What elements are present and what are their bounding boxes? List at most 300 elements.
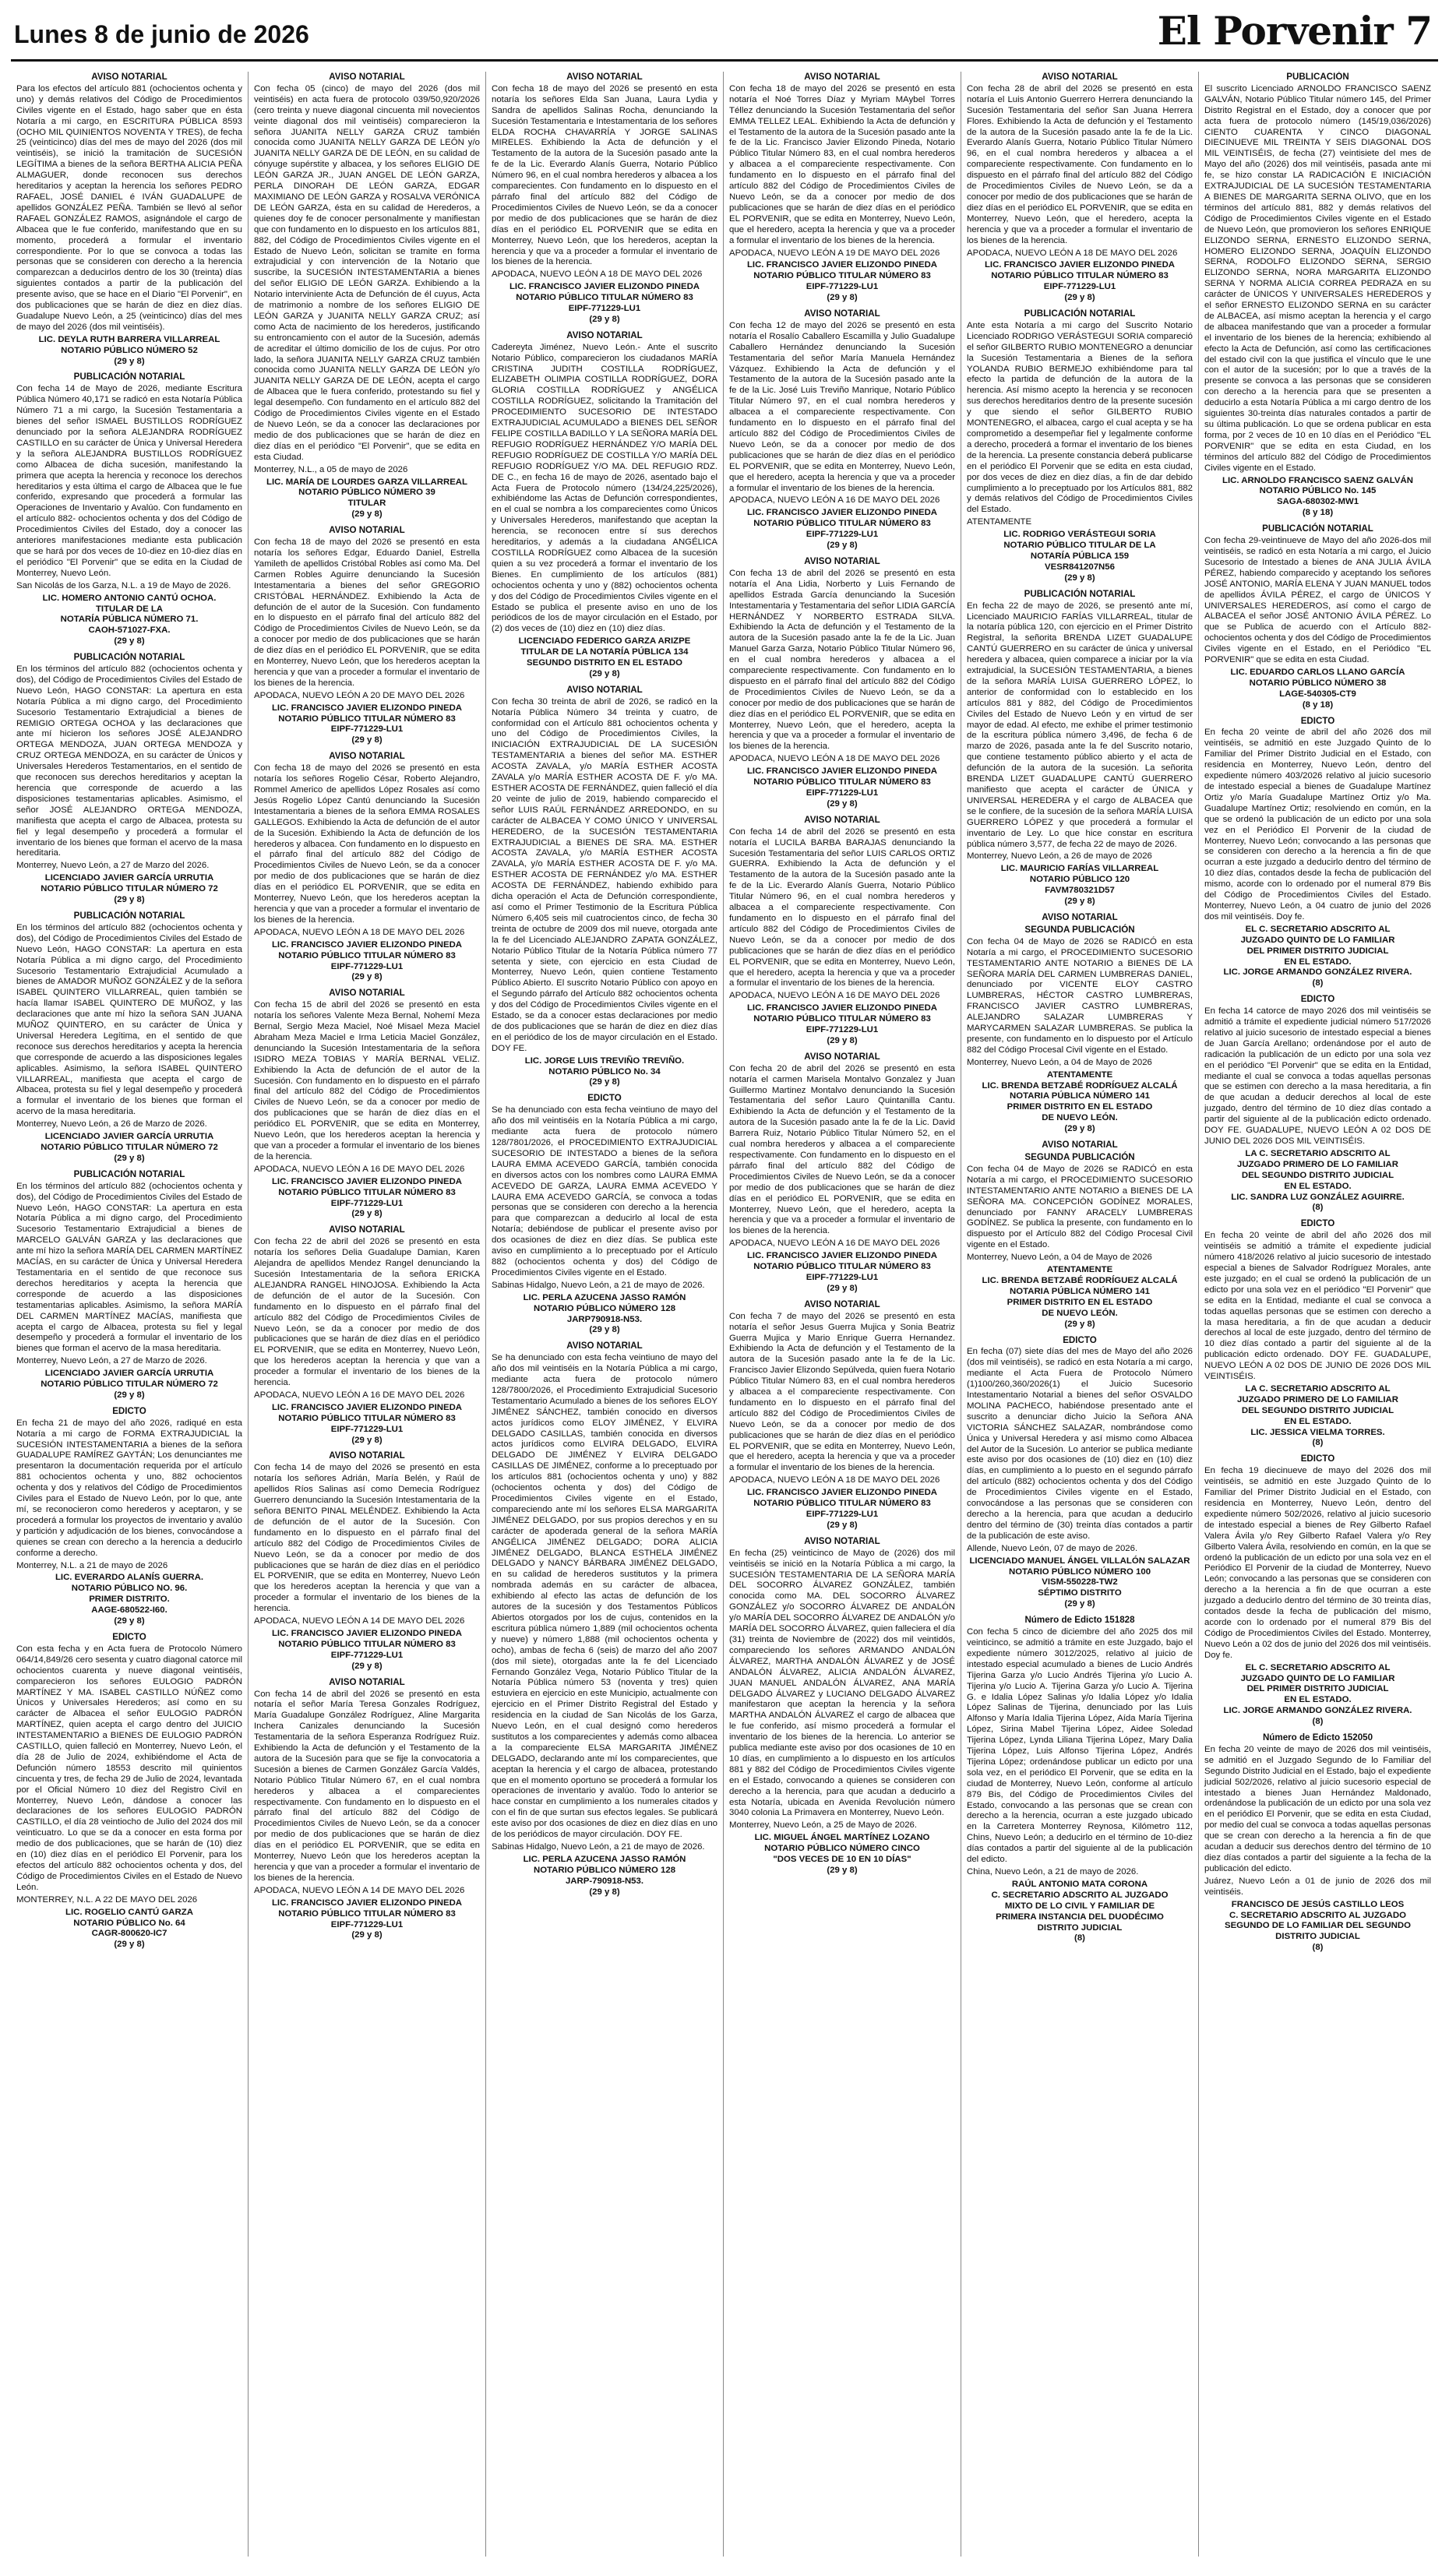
- publication-ref: (29 y 8): [827, 293, 858, 303]
- legal-notice: [254, 1225, 480, 1446]
- notice-body: Con fecha 04 de Mayo de 2026 se RADICÓ en esta Notaría a mi cargo, el PROCEDIMIENTO SUCESORIO INTESTAMENTARIO ANTE NOTARIO a BIENES DE LA SEÑORA MA. CONCEPCIÓN GODÍNEZ MORALES, denunciado por FANNY ARACELY LUMBRERAS GODÍNEZ. Se publica la presente, con fundamento en lo dispuesto por el Artículo 882 del Código Procesal Civil vigente en el Estado.: [967, 1164, 1193, 1250]
- signature-line: EN EL ESTADO.: [1284, 957, 1352, 967]
- notice-body: Con fecha 18 de mayo del 2026 se presentó en esta notaría los señores Rogelio César, Roberto Alejandro, Rommel Americo de apellidos López Rosales así como Jesús Rogelio López Cantú denunciando la Sucesión Intestamentaria a bienes de la señora EMMA ROSALES GALLEGOS. Exhibiendo la Acta de defunción de el autor de la Sucesión. Exhibiendo la Acta de defunción de los herederos y albacea. Con fundamento en lo dispuesto en el párrafo final del artículo 882 del Código de Procedimientos Civiles de Nuevo León, se da a conocer por medio de dos publicaciones que se harán de diez días en el periódico EL PORVENIR, que se edita en Monterrey, Nuevo León, que los herederos aceptan la herencia y que van a proceder a formular el inventario de los bienes de la herencia.: [254, 763, 480, 925]
- notice-title: EDICTO: [112, 1405, 146, 1416]
- signature-line: LIC. EDUARDO CARLOS LLANO GARCÍA: [1230, 667, 1405, 677]
- signature-line: MIXTO DE LO CIVIL Y FAMILIAR DE: [1004, 1901, 1155, 1911]
- legal-notice: [492, 685, 717, 1089]
- notice-body: En fecha (25) veinticinco de Mayo de (2026) dos mil veintiséis se inició en la Notaría Pública a mi cargo, la SUCESIÓN TESTAMENTARIA DE LA SEÑORA MARÍA DEL SOCORRO ÁLVAREZ GONZÁLEZ, también conocida como MA. DEL SOCORRO ÁLVAREZ GONZÁLEZ y/o SOCORRO ÁLVAREZ DE ANDALÓN y/o MARÍA DEL SOCORRO ÁLVAREZ DE ANDALÓN y/o MARÍA DEL SOCORRO ÁLVAREZ, quien falleciera el día (31) treinta de Noviembre de (2022) dos mil veintidós, compareciendo los señores ARMANDO ANDALÓN ÁLVAREZ, MARTHA ANDALÓN ÁLVAREZ y de JOSÉ ANDALÓN ÁLVAREZ, ALICIA ANDALÓN ÁLVAREZ, JUAN MANUEL ANDALÓN ÁLVAREZ, ANA MARÍA DELGADO ÁLVAREZ y LUCIANO DELGADO ÁLVAREZ manifestaron que aceptan la herencia y la señora MARTHA ANDALÓN ÁLVAREZ el cargo de albacea que le fue conferido, así mismo procederá a formular el inventario de los bienes de la herencia. Lo anterior se publica mediante este aviso por dos ocasiones de 10 en 10 días, en cumplimiento a lo dispuesto en los artículos 881 y 882 del Código de Procedimientos Civiles vigente en el Estado, convocando a quienes se consideren con derecho a la herencia, para que acudan a deducirlo a esta Notaría, ubicada en Avenida Revolución número 3040 colonia La Primavera en Monterrey, Nuevo León.: [729, 1548, 955, 1818]
- notice-title: AVISO NOTARIAL: [566, 329, 643, 340]
- notice-signature: [492, 282, 717, 315]
- signature-line: EIPF-771229-LU1: [806, 1510, 879, 1519]
- notice-signature: [729, 1251, 955, 1284]
- signature-line: EN EL ESTADO.: [1284, 1181, 1352, 1191]
- signature-line: "DOS VECES DE 10 EN 10 DÍAS": [773, 1855, 911, 1865]
- signature-line: VISM-550228-TW2: [1042, 1577, 1118, 1588]
- notice-title: AVISO NOTARIAL: [804, 1051, 880, 1062]
- notice-title: PUBLICACIÓN: [1286, 72, 1349, 82]
- signature-line: NOTARIO PÚBLICO NÚMERO 38: [1249, 678, 1387, 688]
- notice-date: APODACA, NUEVO LEÓN A 16 DE MAYO DEL 2026: [729, 991, 940, 1001]
- notice-body: Con fecha 14 de mayo del 2026 se presentó en esta notaría los señores Adrián, María Belén, y Raúl de apellidos Ríos Salinas así como Demecia Rodríguez Guerrero denunciando la Sucesión Intestamentaria de la señora BENITO PINAL MELÉNDEZ. Exhibiendo la Acta de defunción de el autor de la Sucesión. Con fundamento en lo dispuesto en el párrafo final del artículo 882 del Código de Procedimientos Civiles de Nuevo León, se da a conocer por medio de dos publicaciones que se harán de diez días en el periódico EL PORVENIR, que se edita en Monterrey, Nuevo León que los herederos aceptan la herencia y que van a proceder a formular el inventario de los bienes de la herencia.: [254, 1463, 480, 1614]
- signature-line: LIC. FRANCISCO JAVIER ELIZONDO PINEDA: [746, 766, 938, 777]
- legal-notice: [492, 1341, 717, 1898]
- notice-date: Sabinas Hidalgo, Nuevo León, a 21 de mayo de 2026.: [492, 1842, 705, 1852]
- signature-line: EIPF-771229-LU1: [1043, 282, 1116, 292]
- legal-notice: [729, 1536, 955, 1876]
- notice-body: Con fecha 14 de Mayo de 2026, mediante Escritura Pública Número 40,171 se radicó en esta Notaría Pública Número 71 a mi cargo, la Sucesión Testamentaria a bienes del señor ISMAEL BUSTILLOS RODRÍGUEZ denunciado por la señora ALEJANDRA RODRÍGUEZ CASTILLO en su carácter de Única y Universal Heredera y la señora ALEJANDRA BUSTILLOS RODRÍGUEZ como Albacea de dicha sucesión, manifestando la primera que acepta la herencia y reconoce los derechos hereditarios y esta última el cargo de Albacea que le fue conferido, expresando que procederá a formular las Operaciones de Inventario y Avalúo. Con fundamento en el artículo 882- ochocientos ochenta y dos del Código de Procedimientos Civiles del Estado, doy a conocer las anteriores manifestaciones mediante esta publicación que se hará por dos veces de 10-diez en 10-diez días en el periódico "El Porvenir" que se edita en la Ciudad de Monterrey, Nuevo León.: [16, 384, 242, 578]
- signature-line: LIC. RODRIGO VERÁSTEGUI SORIA: [1003, 530, 1156, 540]
- notice-body: Con fecha 5 cinco de diciembre del año 2025 dos mil veinticinco, se admitió a trámite en este Juzgado, bajo el expediente número 3012/2025, relativo al juicio de intestado especial acumulado a bienes de Lucio Andrés Tijerina Garza y/o Lucio Andrés Tijerina y/o Lucio A. Tijerina y/o Lucio A. Tijerina Garza y/o Lucio A. Tijerina G. e Idalia López Salinas y/o Idalia López y/o Idalia López Salinas de Tijerina, denunciado por las Luis Alfonso y María Idalia Tijerina López, Aída María Tijerina López, Sirina Mabel Tijerina López, Aidee Soledad Tijerina López, Lynda Liliana Tijerina López, Mary Dalia Tijerina López, Luis Alfonso Tijerina López, Andrés Tijerina López; ordenándose publicar un edicto por una sola vez, en el periódico El Porvenir, que se edita en la ciudad de Monterrey, Nuevo León, conforme al artículo 879 Bis, del Código de Procedimientos Civiles del Estado, convocando a las personas que se crean con derecho a la herencia, ocurran a este juzgado ubicado en la Carretera Monterrey Reynosa, Kilómetro 112, Chins, Nuevo León; a deducirlo en el término de 10-diez días contados a partir del siguiente al de la publicación del edicto.: [967, 1627, 1193, 1865]
- notice-body: Con fecha 18 de mayo del 2026 se presentó en esta notaría los señores Elda San Juana, Laura Lydia y Sandra de apellidos Salinas Rocha, denunciando la Sucesión Testamentaria e Intestamentaria de los señores ELDA ROCHA CHAVARRÍA Y JORGE SALINAS MIRELES. Exhibiendo la Acta de defunción y el Testamento de la autora de la Sucesión pasado ante la fe de la Lic. Everardo Alanís Guerra, Notario Público Número 96, en el cual nombra herederos y albacea a los comparecientes. Con fundamento en lo dispuesto en el párrafo final del artículo 882 del Código de Procedimientos Civiles de Nuevo León, se da a conocer por medio de dos publicaciones que se harán de diez días en el periódico EL PORVENIR que se edita en Monterrey, Nuevo León, que los herederos, aceptan la herencia y que va a proceder a formular el inventario de los bienes de la herencia.: [492, 83, 717, 267]
- notice-body: Con fecha 13 de abril del 2026 se presentó en esta notaría el Ana Lidia, Norberto y Luis Fernando de apellidos Estrada García denunciando la Sucesión Intestamentaria y Testamentaria del señor LIDIA GARCÍA HERNÁNDEZ Y NORBERTO ESTRADA SILVA. Exhibiendo la Acta de defunción y el Testamento de la autora de la Sucesión pasado ante la fe de la Lic. Juan Manuel Garza Garza, Notario Público Titular Número 96, en el cual nombra herederos y albacea a el compareciente respectivamente. Con fundamento en lo dispuesto en el párrafo final del artículo 882 del Código de Procedimientos Civiles de Nuevo León, se da a conocer por medio de dos publicaciones que se harán de diez días en el periódico EL PORVENIR, que se edita en Monterrey, Nuevo León, que el heredero, acepta la herencia y que va a proceder a formular el inventario de los bienes de la herencia.: [729, 568, 955, 752]
- notice-title: PUBLICACIÓN NOTARIAL: [73, 910, 185, 921]
- notice-title: AVISO NOTARIAL: [804, 72, 880, 82]
- signature-line: LIC. JESSICA VIELMA TORRES.: [1250, 1427, 1385, 1437]
- signature-line: LIC. SANDRA LUZ GONZÁLEZ AGUIRRE.: [1231, 1192, 1405, 1202]
- notice-title: AVISO NOTARIAL: [329, 72, 405, 82]
- signature-line: NOTARIA PÚBLICA NÚMERO 141: [1010, 1091, 1150, 1101]
- signature-line: LIC. ROGELIO CANTÚ GARZA: [65, 1907, 193, 1917]
- legal-notice: [16, 372, 242, 647]
- signature-line: NOTARIO PÚBLICO No. 64: [73, 1918, 185, 1928]
- notice-body: En fecha 20 veinte de abril del año 2026 dos mil veintiséis se admitió a trámite el expediente judicial número 418/2026 relativo al juicio sucesorio de intestado especial a bienes de Salvador Rodríguez Morales, ante este juzgado; en el cual se ordenó la publicación de un edicto por una sola vez en el periódico "El Porvenir" que se edita en la Entidad, mediante el cual se convoca a todas aquellas personas que se estimen con derecho a la masa hereditaria, a fin de que acudan a deducir derechos al local de este juzgado, dentro del término de 10 diez días contado a partir del siguiente al de la publicación edicto ordenado. DOY FE. GUADALUPE, NUEVO LEÓN A 02 DOS DE JUNIO DE 2026 DOS MIL VEINTISÉIS.: [1204, 1231, 1431, 1382]
- legal-notice: [729, 1052, 955, 1295]
- publication-ref: (29 y 8): [351, 1435, 383, 1445]
- signature-line: NOTARIO PÚBLICO NÚMERO 39: [298, 488, 435, 498]
- signature-line: NOTARIO PÚBLICO No. 34: [548, 1066, 661, 1077]
- publication-ref: (29 y 8): [114, 1940, 145, 1950]
- legal-notice: [492, 330, 717, 680]
- signature-line: LIC. BRENDA BETZABÉ RODRÍGUEZ ALCALÁ: [982, 1275, 1178, 1285]
- publication-ref: (8): [1074, 1933, 1085, 1943]
- signature-line: TITULAR DE LA NOTARÍA PÚBLICA 134: [520, 647, 689, 657]
- signature-line: NOTARIO PÚBLICO TITULAR NÚMERO 83: [278, 714, 456, 724]
- signature-line: LIC. PERLA AZUCENA JASSO RAMÓN: [523, 1854, 686, 1864]
- signature-line: NOTARIO PÚBLICO NÚMERO CINCO: [764, 1844, 920, 1854]
- signature-line: JARP790918-N53.: [566, 1314, 643, 1324]
- notice-date: Monterrey, Nuevo León, a 04 de Mayo de 2026: [967, 1057, 1152, 1067]
- signature-line: LICENCIADO MANUEL ÁNGEL VILLALÓN SALAZAR: [969, 1556, 1190, 1566]
- notice-body: Ante esta Notaría a mi cargo del Suscrito Notario Licenciado RODRIGO VERÁSTEGUI SORIA compareció el señor GILBERTO RUBIO MONTENEGRO a denunciar la Sucesión Testamentaria a Bienes de la señora YOLANDA RUBIO BERMEJO exhibiéndome para tal efecto la partida de defunción de la autora de la herencia. Así mismo acepto la herencia y se reconocen sus derechos hereditarios dentro de la presente sucesión y que siendo el señor GILBERTO RUBIO MONTENEGRO, el albacea, cargo el cual acepta y se ha comprometido a desempeñar fiel y legalmente conforme a derecho, procederá a formar el inventario de los bienes de la herencia. La presente constancia deberá publicarse en el periódico El Porvenir que se edita en esta ciudad, por dos veces de diez en diez días, a fin de dar debido cumplimiento a lo preceptuado por los Artículos 881, 882 y demás relativos del Código de Procedimientos Civiles del Estado.: [967, 320, 1193, 515]
- signature-line: NOTARIO PÚBLICO TITULAR NÚMERO 83: [278, 1639, 456, 1649]
- notice-date: Monterrey, Nuevo León, a 04 de Mayo de 2026: [967, 1253, 1152, 1263]
- signature-line: NOTARÍA PÚBLICA 159: [1030, 551, 1130, 561]
- notice-body: Con fecha 18 de mayo del 2026 se presentó en esta notaría el Noé Torres Díaz y Myriam MAybel Torres Téllez denunciando la Sucesión Testamentaria del señor EMMA TELLEZ LEAL. Exhibiendo la Acta de defunción y el Testamento de la autora de la Sucesión pasado ante la fe de la Lic. Francisco Javier Elizondo Pineda, Notario Público Titular Número 83, en el cual nombra herederos y albacea a el compareciente respectivamente. Con fundamento en lo dispuesto en el párrafo final del artículo 882 del Código de Procedimientos Civiles de Nuevo León, se da a conocer por medio de dos publicaciones que se harán de diez días en el periódico EL PORVENIR, que se edita en Monterrey, Nuevo León, que el heredero, acepta la herencia y que va a proceder a formular el inventario de los bienes de la herencia.: [729, 83, 955, 245]
- notice-signature: [16, 335, 242, 357]
- notice-title: PUBLICACIÓN NOTARIAL: [1262, 523, 1373, 534]
- signature-line: LIC. JORGE ARMANDO GONZÁLEZ RIVERA.: [1223, 967, 1412, 978]
- notice-date: APODACA, NUEVO LEÓN A 16 DE MAYO DEL 2026: [729, 1239, 940, 1249]
- signature-line: EIPF-771229-LU1: [330, 724, 404, 735]
- notice-signature: [1204, 925, 1431, 979]
- legal-notice: [16, 72, 242, 367]
- notice-body: En fecha 20 veinte de abril del año 2026 dos mil veintiséis, se admitió en este Juzgado Quinto de lo Familiar del Primer Distrito Judicial en el Estado, con residencia en Monterrey, Nuevo León, dentro del expediente número 403/2026 relativo al juicio sucesorio de intestado especial a bienes de Guadalupe Martínez Ortiz y/o María Guadalupe Martínez Ortiz y/o Ma. Guadalupe Martínez Ortiz; resolviendo en común, en la que se ordenó la publicación de un edicto por una sola vez en el Periódico El Porvenir de la ciudad de Monterrey, Nuevo León; convocando a las personas que se consideren con derecho a la herencia a fin de que ocurran a este juzgado a deducirlo dentro del término de 10 diez días, contados desde la fecha de publicación del mismo, acorde con lo ordenado por el numeral 879 Bis del Código de Procedimientos Civiles del Estado. Monterrey, Nuevo León, a 04 cuatro de junio del 2026 dos mil veintiséis. Doy fe.: [1204, 728, 1431, 922]
- publication-ref: (29 y 8): [1064, 293, 1095, 303]
- column-5: [961, 72, 1199, 2557]
- signature-line: NOTARIO PÚBLICO TITULAR NÚMERO 83: [278, 950, 456, 960]
- notice-signature: [967, 260, 1193, 293]
- publication-ref: (29 y 8): [114, 356, 145, 366]
- signature-line: LA C. SECRETARIO ADSCRITO AL: [1245, 1148, 1391, 1158]
- signature-line: NOTARIO PÚBLICO NÚMERO 52: [61, 345, 198, 355]
- notice-body: Con fecha 18 de mayo del 2026 se presentó en esta notaría los señores Edgar, Eduardo Daniel, Estrella Yamileth de apellidos Cristóbal Robles así como Ma. Del Carmen Robles Aguirre denunciando la Sucesión Intestamentaria a bienes del señor GREGORIO CRISTÓBAL HERNÁNDEZ. Exhibiendo la Acta de defunción de el autor de la Sucesión. Con fundamento en lo dispuesto en el párrafo final del artículo 882 del Código de Procedimientos Civiles de Nuevo León, se da a conocer por medio de dos publicaciones que se harán de diez días en el periódico EL PORVENIR, que se edita en Monterrey, Nuevo León, que los herederos aceptan la herencia y que van a proceder a formular el inventario de los bienes de la herencia.: [254, 537, 480, 688]
- signature-line: LIC. FRANCISCO JAVIER ELIZONDO PINEDA: [271, 939, 463, 950]
- signature-line: NOTARIO PÚBLICO TITULAR NÚMERO 83: [278, 1413, 456, 1423]
- notice-body: Cadereyta Jiménez, Nuevo León.- Ante el suscrito Notario Público, comparecieron los ciudadanos MARÍA CRISTINA JUDITH COSTILLA RODRÍGUEZ, ELIZABETH OLIMPIA COSTILLA RODRÍGUEZ, DORA GLORIA COSTILLA RODRÍGUEZ y ANGÉLICA COSTILLA RODRÍGUEZ, solicitando la Tramitación del PROCEDIMIENTO SUCESORIO DE INTESTADO EXTRAJUDICIAL ACUMULADO a BIENES DEL SEÑOR FELIPE COSTILLA BADILLO Y LA SEÑORA MARÍA DEL REFUGIO RODRÍGUEZ HERNÁNDEZ Y/O MARÍA DEL REFUGIO RODRÍGUEZ DE COSTILLA Y/O MARÍA DEL REFUGIO RODRÍGUEZ Y/O MA. DEL REFUGIO RDZ. DE C., en fecha 16 de mayo de 2026, asentado bajo el Acta Fuera de Protocolo número (134/24,225/2026), exhibiéndome las Actas de Defunción correspondientes, en el cual se nombra a los comparecientes como Únicos y Universales Herederos, manifestando que aceptan la herencia, se reconocen entre sí sus derechos hereditarios, y además a la ciudadana ANGÉLICA COSTILLA RODRÍGUEZ como Albacea de la sucesión quien a su vez procederá a formar el inventario de los Bienes. En cumplimiento de los artículos (881) ochocientos ochenta y uno y (882) ochocientos ochenta y dos del Código de Procedimientos Civiles vigente en el Estado se publica el presente aviso en uno de los periódicos de los de mayor circulación en el Estado, por (2) dos veces de (10) diez en (10) diez días.: [492, 342, 717, 634]
- notice-signature: [16, 873, 242, 895]
- signature-line: VESR841207N56: [1045, 562, 1115, 572]
- signature-line: PRIMERA INSTANCIA DEL DUODÉCIMO: [996, 1912, 1164, 1922]
- signature-line: EIPF-771229-LU1: [568, 304, 641, 314]
- notice-signature: [1204, 476, 1431, 509]
- notice-title: EDICTO: [112, 1631, 146, 1642]
- notice-date: APODACA, NUEVO LEÓN A 16 DE MAYO DEL 2026: [254, 1164, 465, 1174]
- notice-signature: [492, 636, 717, 669]
- publication-ref: (29 y 8): [114, 1153, 145, 1163]
- column-1: [11, 72, 249, 2557]
- notice-title: AVISO NOTARIAL: [329, 1676, 405, 1687]
- signature-line: LIC. FRANCISCO JAVIER ELIZONDO PINEDA: [271, 1176, 463, 1186]
- publication-ref: (29 y 8): [589, 1077, 620, 1087]
- signature-line: LIC. FRANCISCO JAVIER ELIZONDO PINEDA: [271, 1402, 463, 1412]
- notice-date: APODACA, NUEVO LEÓN A 20 DE MAYO DEL 2026: [254, 690, 465, 700]
- notice-title: EDICTO: [1300, 994, 1335, 1005]
- signature-line: JUZGADO PRIMERO DE LO FAMILIAR: [1237, 1159, 1398, 1169]
- notice-signature: [254, 940, 480, 973]
- signature-line: EIPF-771229-LU1: [330, 1919, 404, 1929]
- notice-signature: [1204, 1663, 1431, 1718]
- signature-line: DISTRITO JUDICIAL: [1275, 1932, 1360, 1942]
- signature-line: DISTRITO JUDICIAL: [1037, 1922, 1123, 1933]
- notice-title: Número de Edicto 151828: [1024, 1615, 1135, 1626]
- signature-line: LA C. SECRETARIO ADSCRITO AL: [1245, 1383, 1391, 1394]
- publication-ref: (29 y 8): [1064, 1124, 1095, 1134]
- notice-title: AVISO NOTARIAL: [804, 1299, 880, 1309]
- notice-signature: [967, 1880, 1193, 1934]
- publication-ref: (8): [1312, 1717, 1324, 1727]
- notice-signature: [729, 1003, 955, 1036]
- signature-line: NOTARIO PÚBLICO NÚMERO 128: [533, 1303, 676, 1313]
- notice-signature: [16, 594, 242, 637]
- notice-title: AVISO NOTARIAL: [329, 525, 405, 536]
- notice-body: El suscrito Licenciado ARNOLDO FRANCISCO SAENZ GALVÁN, Notario Público Titular número 145, del Primer Distrito Registral en el Estado, doy a conocer que por acta fuera de protocolo número (145/19,036/2026) CIENTO CUARENTA Y CINCO DIAGONAL DIECINUEVE MIL TREINTA Y SEIS DIAGONAL DOS MIL VEINTISÉIS, de fecha (27) veintisiete del mes de Mayo del año (2026) dos mil veintiséis, pasada ante mi fe, se hizo constar LA RADICACIÓN E INICIACIÓN EXTRAJUDICIAL DE LA SUCESIÓN TESTAMENTARIA A BIENES DE MARGARITA SERNA OLIVO, que en los términos del artículo 881, 882 y demás relativos del Código de Procedimientos Civiles vigente en el Estado de Nuevo León, que promovieron los señores ENRIQUE ELIZONDO SERNA, ERNESTO ELIZONDO SERNA, HOMERO ELIZONDO SERNA, JOAQUÍN ELIZONDO SERNA, RODOLFO ELIZONDO SERNA, SERGIO ELIZONDO SERNA, NORA MARGARITA ELIZONDO SERNA Y NORMA ALICIA CORREA PEDRAZA en su carácter de ÚNICOS Y UNIVERSALES HEREDEROS y el señor ERNESTO ELIZONDO SERNA en su carácter de ALBACEA, así mismo aceptan la herencia y el cargo de albacea manifestando que van a proceder a formular el inventario de los bienes de la herencia; exhibiendo al efecto la Acta de Defunción, así como las certificaciones del estado civil con la que justifica el vínculo que le une con el autor de la sucesión; por lo que a través de la presente se convoca a las personas que se consideren con derecho a la herencia para que se presenten a deducirlo a esta Notaría Pública a mi cargo dentro de los siguientes 30-treinta días naturales contados a partir de su última publicación. Lo que se ordena publicar en esta forma, por 2 veces de 10 en 10 días en el Periódico "EL PORVENIR" que se edita en esta Ciudad, en los términos del artículo 882 del Código de Procedimientos Civiles vigente en el Estado.: [1204, 83, 1431, 473]
- publication-ref: (8 y 18): [1302, 700, 1334, 710]
- signature-line: EIPF-771229-LU1: [330, 961, 404, 971]
- signature-line: LIC. HOMERO ANTONIO CANTÚ OCHOA.: [42, 593, 217, 603]
- column-6: [1199, 72, 1437, 2557]
- notice-signature: [729, 508, 955, 541]
- signature-line: JUZGADO PRIMERO DE LO FAMILIAR: [1237, 1394, 1398, 1404]
- notice-title: PUBLICACIÓN NOTARIAL: [1024, 588, 1136, 599]
- notice-title: EDICTO: [1063, 1334, 1097, 1345]
- legal-notice: [1204, 994, 1431, 1214]
- notice-signature: [729, 766, 955, 799]
- signature-line: LIC. FRANCISCO JAVIER ELIZONDO PINEDA: [746, 1251, 938, 1261]
- signature-line: LICENCIADO JAVIER GARCÍA URRUTIA: [44, 1132, 214, 1142]
- legal-notice: [1204, 1454, 1431, 1728]
- newspaper-name: El Porvenir: [1157, 8, 1393, 54]
- notice-title: AVISO NOTARIAL: [1042, 72, 1118, 82]
- notice-columns: [11, 72, 1438, 2557]
- notice-date: Monterrey, Nuevo León, a 26 de Marzo de 2026.: [16, 1119, 207, 1129]
- legal-notice: [254, 988, 480, 1220]
- signature-line: EN EL ESTADO.: [1284, 1416, 1352, 1426]
- legal-notice: [729, 815, 955, 1047]
- notice-date: APODACA, NUEVO LEÓN A 16 DE MAYO DEL 2026: [254, 1390, 465, 1400]
- signature-line: LIC. MIGUEL ÁNGEL MARTÍNEZ LOZANO: [754, 1833, 930, 1843]
- masthead-rule: [11, 59, 1438, 62]
- signature-line: NOTARIA PÚBLICA NÚMERO 141: [1010, 1286, 1150, 1296]
- legal-notice: [729, 556, 955, 810]
- signature-line: EL C. SECRETARIO ADSCRITO AL: [1245, 924, 1391, 934]
- signature-line: LIC. ARNOLDO FRANCISCO SAENZ GALVÁN: [1222, 475, 1413, 485]
- notice-date: APODACA, NUEVO LEÓN A 18 DE MAYO DEL 2026: [254, 927, 465, 937]
- signature-line: NOTARIO PÚBLICO TITULAR NÚMERO 83: [278, 1908, 456, 1919]
- notice-signature: [254, 477, 480, 510]
- publication-ref: (29 y 8): [351, 1930, 383, 1940]
- notice-signature: [16, 1908, 242, 1940]
- publication-ref: (8): [1312, 1438, 1324, 1448]
- signature-line: DEL PRIMER DISTRITO JUDICIAL: [1246, 946, 1389, 956]
- notice-date: APODACA, NUEVO LEÓN A 18 DE MAYO DEL 2026: [492, 270, 703, 280]
- notice-title: AVISO NOTARIAL: [1042, 911, 1118, 922]
- notice-date: APODACA, NUEVO LEÓN A 18 DE MAYO DEL 2026: [967, 248, 1178, 258]
- notice-signature: [254, 1403, 480, 1436]
- publication-ref: (29 y 8): [589, 1325, 620, 1335]
- notice-body: Con fecha 7 de mayo del 2026 se presentó en esta notaría el señor Jesus Guerra Mujica y Sonia Beatriz Guerra Mujica y Mario Enrique Guerra Hernandez. Exhibiendo la Acta de defunción y el Testamento de la autora de la Sucesión pasado ante la fe de la Lic. Francisco Javier Elizondo Sepúlveda, quien fuera Notario Público Titular Número 83, en el cual nombra herederos y albacea a el compareciente respectivamente. Con fundamento en lo dispuesto en el párrafo final del artículo 882 del Código de Procedimientos Civiles de Nuevo León, se da a conocer por medio de dos publicaciones que se harán de diez días en el periódico EL PORVENIR, que se edita en Monterrey, Nuevo León, que el heredero, acepta la herencia y que va a proceder a formular el inventario de los bienes de la herencia.: [729, 1311, 955, 1473]
- notice-title: AVISO NOTARIAL: [804, 814, 880, 825]
- notice-date: ATENTAMENTE: [967, 517, 1032, 527]
- notice-date: APODACA, NUEVO LEÓN A 14 DE MAYO DEL 2026: [254, 1616, 465, 1626]
- signature-line: NOTARIO PÚBLICO TITULAR NÚMERO 83: [753, 1014, 931, 1024]
- signature-line: LIC. JORGE LUIS TREVIÑO TREVIÑO.: [524, 1055, 685, 1066]
- publication-ref: (29 y 8): [351, 1661, 383, 1671]
- legal-notice: [967, 589, 1193, 907]
- issue-date: Lunes 8 de junio de 2026: [14, 20, 309, 48]
- notice-body: En fecha 19 diecinueve de mayo del 2026 dos mil veintiséis, se admitió en este Juzgado Quinto de lo Familiar del Primer Distrito Judicial en el Estado, con residencia en Monterrey, Nuevo León, dentro del expediente número 502/2026, relativo al juicio sucesorio de intestado especial a bienes de Rey Gilberto Rafael Valera Ávila y/o Rey Gilberto Rafael Valera y/o Rey Gilberto Valera Ávila, resolviendo en común, en la que se ordenó la publicación de un edicto por una sola vez en el Periódico El Porvenir de la ciudad de Monterrey, Nuevo León; convocando a las personas que se consideren con derecho a la herencia a fin de que ocurran a este juzgado a deducirlo dentro del término de 30 treinta días, contados desde la fecha de publicación del mismo, acorde con lo ordenado por el numeral 879 Bis del Código de Procedimientos Civiles del Estado. Monterrey, Nuevo León a 02 dos de junio del 2026 dos mil veintiséis. Doy fe.: [1204, 1466, 1431, 1660]
- signature-line: LIC. MARÍA DE LOURDES GARZA VILLARREAL: [266, 477, 467, 487]
- publication-ref: (29 y 8): [827, 1283, 858, 1293]
- notice-title: AVISO NOTARIAL: [566, 1341, 643, 1351]
- legal-notice: [967, 912, 1193, 1135]
- notice-signature: [1204, 668, 1431, 700]
- publication-ref: (29 y 8): [114, 636, 145, 647]
- signature-line: NOTARIO PÚBLICO TITULAR NÚMERO 83: [753, 777, 931, 788]
- notice-signature: [967, 1556, 1193, 1600]
- signature-line: NOTARIO PÚBLICO NÚMERO 128: [533, 1865, 676, 1875]
- publication-ref: (29 y 8): [351, 735, 383, 745]
- legal-notice: [254, 525, 480, 746]
- notice-body: Con fecha 05 (cinco) de mayo del 2026 (dos mil veintiséis) en acta fuera de protocolo 039/50,920/2026 (cero treinta y nueve diagonal cincuenta mil novecientos veinte diagonal dos mil veintiséis) comparecieron la señora JUANITA NELLY GARZA CRUZ también conocida como JUANITA NELLY GARZA DE LEÓN y/o JUANITA NELLY GARZA DE DE LEÓN, en su calidad de cónyuge supérstite y albacea, y los señores ELIGIO DE LEÓN GARZA JR., JUAN ANGEL DE LEÓN GARZA, PERLA DINORAH DE LEÓN GARZA, EDGAR MAXIMIANO DE LEÓN GARZA y ROSALVA VERÓNICA DE LEÓN GARZA, ésta en su calidad de Herederos, a quienes doy fe de conocer personalmente y manifiestan que con fundamento en lo dispuesto en los artículos 881, 882, del Código de Procedimientos Civiles vigente en el Estado de Nuevo León, solicitan se tramite en forma extrajudicial y con intervención de la Notario que suscribe, la SUCESIÓN INTESTAMENTARIA a bienes del señor ELIGIO DE LEÓN GARZA. Exhibiendo a la Notario interviniente Acta de Defunción de él cuyus, Acta de matrimonio a nombre de los señores ELIGIO DE LEÓN GARZA y JUANITA NELLY GARZA CRUZ; así como Acta de nacimiento de los herederos, justificando su entroncamiento con el autor de la Sucesión, además de acreditar el último domicilio de los de cujus. Por otro lado, la señora JUANITA NELLY GARZA CRUZ también conocida como JUANITA NELLY GARZA DE LEÓN y/o JUANITA NELLY GARZA DE DE LEÓN, acepta el cargo de Albacea que le fuera conferido, protestando su fiel y legal desempeño. Con fundamento en el artículo 882 del Código de Procedimientos Civiles vigente en el Estado de Nuevo León, se da a conocer las declaraciones por medio de dos publicaciones que se harán de diez en diez días en el periódico "El Porvenir", que se edita en esta Ciudad.: [254, 83, 480, 462]
- notice-subtitle: SEGUNDA PUBLICACIÓN: [1024, 1152, 1135, 1162]
- legal-notice: [16, 1632, 242, 1951]
- notice-signature: [1204, 1149, 1431, 1203]
- notice-date: APODACA, NUEVO LEÓN A 18 DE MAYO DEL 2026: [729, 754, 940, 764]
- signature-line: RAÚL ANTONIO MATA CORONA: [1011, 1879, 1148, 1889]
- publication-ref: (29 y 8): [351, 509, 383, 520]
- signature-line: EIPF-771229-LU1: [806, 282, 879, 292]
- publication-ref: (29 y 8): [589, 314, 620, 324]
- notice-signature: [967, 864, 1193, 897]
- notice-body: Con fecha 29-veintinueve de Mayo del año 2026-dos mil veintiséis, se radicó en esta Notaría a mi cargo, el Juicio Sucesorio de Intestado a bienes de ANA JULIA ÁVILA PÉREZ, habiendo comparecido y aceptando los señores JOSÉ ANTONIO, MARÍA ELENA Y JUAN MANUEL todos de apellidos ÁVILA PÉREZ, el cargo de ÚNICOS Y UNIVERSALES HEREDEROS, así como el cargo de ALBACEA el señor JOSÉ ANTONIO ÁVILA PÉREZ. Lo que se Publica de acuerdo con el Artículo 882- ochocientos ochenta y dos del Código de Procedimientos Civiles vigente en el Estado, en el Periódico "EL PORVENIR" que se edita en esta Ciudad.: [1204, 536, 1431, 665]
- legal-notice: [254, 72, 480, 520]
- notice-signature: [16, 1369, 242, 1390]
- signature-line: LIC. MAURICIO FARÍAS VILLARREAL: [1000, 864, 1159, 874]
- signature-line: LIC. FRANCISCO JAVIER ELIZONDO PINEDA: [746, 1488, 938, 1498]
- legal-notice: [967, 1140, 1193, 1330]
- notice-body: Con fecha 12 de mayo del 2026 se presentó en esta notaría el Rosalío Caballero Escamilla y Julio Guadalupe Caballero Hernández denunciando la Sucesión Testamentaria del señor María Manuela Hernández Vázquez. Exhibiendo la Acta de defunción y el Testamento de la autora de la Sucesión pasado ante la fe de la Lic. José Luis Treviño Manrique, Notario Público Titular Número 97, en el cual nombra herederos y albacea a el compareciente respectivamente. Con fundamento en lo dispuesto en el párrafo final del artículo 882 del Código de Procedimientos Civiles de Nuevo León, se da a conocer por medio de dos publicaciones que se harán de diez días en el periódico EL PORVENIR, que se edita en Monterrey, Nuevo León, que el heredero, acepta la herencia y que va a proceder a formular el inventario de los bienes de la herencia.: [729, 320, 955, 493]
- signature-line: LIC. FRANCISCO JAVIER ELIZONDO PINEDA: [746, 260, 938, 270]
- publication-ref: (29 y 8): [114, 1616, 145, 1626]
- legal-notice: [1204, 716, 1431, 990]
- publication-ref: (8 y 18): [1302, 508, 1334, 518]
- notice-body: En fecha (07) siete días del mes de Mayo del año 2026 (dos mil veintiséis), se radicó en esta Notaría a mi cargo, mediante el Acta Fuera de Protocolo Número (1)100/260,360/2026(1) el Juicio Sucesorio Intestamentario Notarial a bienes del señor OSVALDO MOLINA PACHECO, habiéndose presentado ante el suscrito a denunciar dicho Juicio la Señora ANA VICTORIA SÁNCHEZ SALAZAR, nombrándose como Única y Universal Heredera y así mismo como Albacea del Autor de la Sucesión. Lo anterior se publica mediante este aviso por dos ocasiones de (10) diez en (10) diez días, en cumplimiento a lo puesto en el segundo párrafo del artículo (882) ochocientos ochenta y dos del Código de Procedimientos Civiles vigente en el Estado, convocándose a las personas que se consideren con derecho a la herencia, para que acudan a deducirlo dentro del término de (30) treinta días contados a partir de la publicación de este aviso.: [967, 1347, 1193, 1541]
- signature-line: C. SECRETARIO ADSCRITO AL JUZGADO: [991, 1890, 1169, 1900]
- notice-body: En los términos del artículo 882 (ochocientos ochenta y dos), del Código de Procedimientos Civiles del Estado de Nuevo León, HAGO CONSTAR: La apertura en esta Notaría Pública a mi digno cargo, del Procedimiento Sucesorio Testamentario Extrajudicial a bienes de REMIGIO ORTEGA OCHOA y las declaraciones que ante mí hicieron los señores JOSÉ ALEJANDRO ORTEGA MENDOZA, JUAN ORTEGA MENDOZA y CRUZ ORTEGA MENDOZA, en su carácter de Únicos y Universales Herederos Testamentarios, en el sentido de que reconocen sus derechos hereditarios y aceptan la herencia que corresponde de acuerdo a las disposiciones testamentarias aplicables. Asimismo, el señor JOSÉ ALEJANDRO ORTEGA MENDOZA, manifiesta que acepta el cargo de Albacea, protesta su fiel y legal desempeño y procederá a formular el inventario de los bienes que forman el acervo de la masa hereditaria.: [16, 664, 242, 858]
- signature-line: JUZGADO QUINTO DE LO FAMILIAR: [1240, 1673, 1395, 1683]
- notice-title: EDICTO: [1300, 1218, 1335, 1229]
- legal-notice: [729, 1299, 955, 1531]
- notice-body: En fecha 22 de mayo de 2026, se presentó ante mí, Licenciado MAURICIO FARÍAS VILLARREAL, titular de la notaría pública 120, con ejercicio en el Primer Distrito Registral, la señorita BRENDA LIZET GUADALUPE CANTÚ GUERRERO en su carácter de única y universal heredera y albacea, quien comparece a iniciar por la vía extrajudicial, la SUCESIÓN TESTAMENTARIA, a bienes de la señora MARÍA LUISA GUERRERO LÓPEZ, lo anterior de conformidad con lo establecido en los artículos 881 y 882, del Código de Procedimientos Civiles del Estado de Nuevo León y en virtud de ser mayor de edad. Al efecto, me exhibe el primer testimonio de la escritura pública número 3,496, de fecha 6 de marzo de 2026, pasada ante la fe del Suscrito notario, que contiene testamento público abierto y el acta de defunción de la autora de la sucesión. La señorita BRENDA LIZET GUADALUPE CANTÚ GUERRERO manifiesto que acepta el carácter de ÚNICA y UNIVERSAL HEREDERA y el cargo de ALBACEA que se le confiere, de la sucesión de la señora MARÍA LUISA GUERRERO LÓPEZ y que procederá a formular el inventario de Ley. Lo que hice constar en escritura pública número 3,577, de fecha 22 de mayo de 2026.: [967, 601, 1193, 849]
- signature-line: ATENTAMENTE: [1046, 1265, 1113, 1275]
- notice-body: Para los efectos del artículo 881 (ochocientos ochenta y uno) y demás relativos del Código de Procedimientos Civiles vigente en el Estado, hago saber que en ésta Notaría a mi cargo, en ESCRITURA PÚBLICA 8593 (OCHO MIL QUINIENTOS NOVENTA Y TRES), de fecha 25 (veinticinco) días del mes de mayo del 2026 (dos mil veintiséis), se inició la tramitación de SUCESIÓN LEGÍTIMA a bienes de la señora BERTHA ALICIA PEÑA ALMAGUER, donde reconocen sus derechos hereditarios y aceptan la herencia los señores PEDRO RAFAEL, JOSÉ DANIEL é IVÁN GUADALUPE de apellidos GONZÁLEZ PEÑA. También se llevó al señor RAFAEL GONZÁLEZ RAMOS, asignándole el cargo de Albacea que le fue conferido, manifestando que en su momento, procederá a formular el inventario correspondiente. Por lo que se convoca a todas las personas que se consideren con derecho a la herencia comparezcan a deducirlos dentro de los 30 (treinta) días siguientes contados a partir de la publicación del presente aviso, que se hace en el Diario "El Porvenir", en dos publicaciones que se harán de diez en diez días. Guadalupe Nuevo León, a 25 (veinticinco) días del mes de mayo del 2026 (dos mil veintiséis).: [16, 83, 242, 332]
- notice-title: PUBLICACIÓN NOTARIAL: [1024, 308, 1136, 319]
- signature-line: EL C. SECRETARIO ADSCRITO AL: [1245, 1662, 1391, 1672]
- notice-body: Con fecha 20 de abril del 2026 se presentó en esta notaría el carmen Marisela Montalvo Gonzalez y Juan Guillermo Martinez Montalvo denunciando la Sucesión Testamentaria del señor Lauro Quintanilla Cantu. Exhibiendo la Acta de defunción y el Testamento de la autora de la Sucesión pasado ante la fe de la Lic. David Barrera Ruiz, Notario Público Titular Número 52, en el cual nombra herederos y albacea a el compareciente respectivamente. Con fundamento en lo dispuesto en el párrafo final del artículo 882 del Código de Procedimientos Civiles de Nuevo León, se da a conocer por medio de dos publicaciones que se harán de diez días en el periódico EL PORVENIR, que se edita en Monterrey, Nuevo León, que el heredero, acepta la herencia y que va a proceder a formular el inventario de los bienes de la herencia.: [729, 1063, 955, 1236]
- notice-date: Juárez, Nuevo León a 01 de junio de 2026 dos mil veintiséis.: [1204, 1876, 1431, 1897]
- signature-line: LIC. FRANCISCO JAVIER ELIZONDO PINEDA: [984, 260, 1176, 270]
- notice-date: APODACA, NUEVO LEÓN A 18 DE MAYO DEL 2026: [729, 1475, 940, 1485]
- signature-line: LICENCIADO JAVIER GARCÍA URRUTIA: [44, 1369, 214, 1379]
- legal-notice: [729, 72, 955, 304]
- signature-line: ATENTAMENTE: [1046, 1070, 1113, 1080]
- notice-title: AVISO NOTARIAL: [329, 751, 405, 762]
- signature-line: LIC. EVERARDO ALANÍS GUERRA.: [55, 1573, 204, 1583]
- publication-ref: (29 y 8): [827, 798, 858, 809]
- signature-line: NOTARIO PÚBLICO 120: [1029, 875, 1130, 885]
- notice-title: AVISO NOTARIAL: [91, 72, 167, 82]
- publication-ref: (29 y 8): [827, 1035, 858, 1045]
- signature-line: SEGUNDO DE LO FAMILIAR DEL SEGUNDO: [1224, 1921, 1411, 1931]
- signature-line: PRIMER DISTRITO.: [89, 1595, 170, 1605]
- notice-signature: [729, 1488, 955, 1521]
- legal-notice: [1204, 1732, 1431, 1954]
- signature-line: PRIMER DISTRITO EN EL ESTADO: [1007, 1102, 1153, 1112]
- signature-line: NOTARIO PÚBLICO NÚMERO 100: [1008, 1566, 1151, 1577]
- signature-line: NOTARIO PÚBLICO TITULAR NÚMERO 72: [41, 1143, 218, 1152]
- column-4: [724, 72, 961, 2557]
- notice-body: En los términos del artículo 882 (ochocientos ochenta y dos), del Código de Procedimientos Civiles del Estado de Nuevo León, HAGO CONSTAR: La apertura en esta Notaría Pública a mi digno cargo, del Procedimiento Sucesorio Testamentario Extrajudicial Acumulado a bienes de AMADOR MUÑOZ GONZÁLEZ y de la señora ISABEL QUINTERO VILLARREAL, quien también se hacía llamar ISABEL QUINTERO DE MUÑOZ, y las declaraciones que ante mí hizo la señora SAN JUANA MUÑOZ QUINTERO, en su carácter de Única y Universal Heredera Legítima, en el sentido de que reconoce sus derechos hereditarios y acepta la herencia que corresponde de acuerdo a las disposiciones legales aplicables. Asimismo, la señora ISABEL QUINTERO VILLARREAL, manifiesta que acepta el cargo de Albacea, protesta su fiel y legal desempeño y procederá a formular el inventario de los bienes que forman el acervo de la masa hereditaria.: [16, 922, 242, 1117]
- notice-signature: [254, 1177, 480, 1210]
- publication-ref: (29 y 8): [827, 541, 858, 551]
- legal-notice: [254, 1450, 480, 1672]
- notice-signature: [967, 1265, 1193, 1320]
- notice-signature: [729, 1833, 955, 1866]
- signature-line: EN EL ESTADO.: [1284, 1695, 1352, 1705]
- publication-ref: (29 y 8): [827, 1866, 858, 1875]
- signature-line: AAGE-680522-I60.: [91, 1605, 167, 1616]
- signature-line: EIPF-771229-LU1: [806, 788, 879, 798]
- legal-notice: [967, 1615, 1193, 1944]
- notice-signature: [967, 1070, 1193, 1125]
- notice-signature: [254, 1898, 480, 1931]
- signature-line: LIC. FRANCISCO JAVIER ELIZONDO PINEDA: [271, 1628, 463, 1638]
- newspaper-logo: [1158, 8, 1432, 54]
- signature-line: NOTARIO PÚBLICO NO. 96.: [71, 1584, 188, 1594]
- signature-line: EIPF-771229-LU1: [330, 1424, 404, 1434]
- signature-line: FAVM780321D57: [1045, 886, 1115, 896]
- signature-line: NOTARIO PÚBLICO TITULAR NÚMERO 83: [991, 271, 1169, 281]
- legal-notice: [16, 652, 242, 906]
- legal-notice: [967, 72, 1193, 304]
- notice-body: Con esta fecha y en Acta fuera de Protocolo Número 064/14,849/26 cero sesenta y cuatro diagonal catorce mil ochocientos cuarenta y nueve diagonal veintiséis, comparecieron los señores EULOGIO PADRÓN MARTÍNEZ Y MA. ISABEL CASTILLO NÚÑEZ como Únicos y Universales Herederos; así como en su carácter de Albacea el señor EULOGIO PADRÓN MARTÍNEZ, quien acepta el cargo dentro del JUICIO INTESTAMENTARIO a BIENES DE EULOGIO PADRÓN CASTILLO, quien falleció en Monterrey, Nuevo León, el día 28 de Julio de 2024, exhibiéndome el Acta de Defunción número 18553 descrito mil quinientos cincuenta y tres, de fecha 29 de Julio de 2024, levantada por el Oficial Número 10 diez del Registro Civil en Monterrey, Nuevo León, dándose a conocer las declaraciones de los señores EULOGIO PADRÓN CASTILLO, el día 28 veintiocho de Julio del 2024 dos mil veinticuatro. Lo que se da a conocer en esta forma por medio de dos publicaciones, que se harán de (10) diez en (10) diez días en el periódico El Porvenir, para los efectos del artículo 882 ochocientos ochenta y dos, del Código de Procedimientos Civiles en el Estado de Nuevo León.: [16, 1644, 242, 1892]
- signature-line: PRIMER DISTRITO EN EL ESTADO: [1007, 1297, 1153, 1307]
- signature-line: DEL SEGUNDO DISTRITO JUDICIAL: [1241, 1170, 1394, 1180]
- signature-line: CAOH-571027-FXA.: [88, 625, 171, 636]
- signature-line: LIC. FRANCISCO JAVIER ELIZONDO PINEDA: [271, 1898, 463, 1908]
- notice-body: Con fecha 14 de abril del 2026 se presentó en esta notaría el LUCILA BARBA BARAJAS denunciando la Sucesión Testamentaria del señor LUIS CARLOS ORTIZ GUERRA. Exhibiendo la Acta de defunción y el Testamento de la autora de la Sucesión pasado ante la fe de la Lic. Everardo Alanís Guerra, Notario Público Titular Número 96, en el cual nombra herederos y albacea a el compareciente respectivamente. Con fundamento en lo dispuesto en el párrafo final del artículo 882 del Código de Procedimientos Civiles de Nuevo León, se da a conocer por medio de dos publicaciones que se harán de diez días en el periódico EL PORVENIR, que se edita en Monterrey, Nuevo León, que el heredero, acepta la herencia y que va a proceder a formular el inventario de los bienes de la herencia.: [729, 826, 955, 988]
- notice-body: En los términos del artículo 882 (ochocientos ochenta y dos), del Código de Procedimientos Civiles del Estado de Nuevo León, HAGO CONSTAR: La apertura en esta Notaría Pública a mi digno cargo, del Procedimiento Sucesorio Testamentario Extrajudicial a bienes de MARCELO GALVÁN GARZA y las declaraciones que ante mí hizo la señora MARÍA DEL CARMEN MARTÍNEZ MACÍAS, en su carácter de Única y Universal Heredera Testamentaria en el sentido de que reconoce sus derechos hereditarios y acepta la herencia que corresponde de acuerdo a las disposiciones testamentarias aplicables. Asimismo, la señora MARÍA DEL CARMEN MARTÍNEZ MACÍAS, manifiesta que acepta el cargo de Albacea, protesta su fiel y legal desempeño y procederá a formular el inventario de los bienes que forman el acervo de la masa hereditaria.: [16, 1181, 242, 1354]
- notice-date: APODACA, NUEVO LEÓN A 14 DE MAYO DEL 2026: [254, 1885, 465, 1895]
- notice-date: Monterrey, Nuevo León, a 27 de Marzo del 2026.: [16, 861, 210, 871]
- notice-title: PUBLICACIÓN NOTARIAL: [73, 372, 185, 382]
- notice-title: AVISO NOTARIAL: [804, 1535, 880, 1546]
- notice-body: Se ha denunciado con esta fecha veintiuno de mayo del año dos mil veintiséis en la Notaría Pública a mi cargo, mediante acta fuera de protocolo número 128/7800/2026, el Procedimiento Extrajudicial Sucesorio Testamentario Acumulado a bienes de los señores ELOY JIMÉNEZ SÁNCHEZ, también conocido en diversos actos jurídicos como ELOY JIMÉNEZ, Y ELVIRA DELGADO CASILLAS, también conocida en diversos actos jurídicos como ELVIRA DELGADO, ELVIRA DELGADO DE JIMÉNEZ Y ELVIRA DELGADO CASILLAS DE JIMÉNEZ, conforme a lo preceptuado por los artículos 881 (ochocientos ochenta y uno) y 882 (ochocientos ochenta y dos) del Código de Procedimientos Civiles vigente en el Estado, compareciendo ante mí los señores ELSA MARGARITA JIMÉNEZ DELGADO, por sus propios derechos y en su carácter de apoderada general de la señora MARÍA ANGÉLICA JIMÉNEZ DELGADO; DORA ALICIA JIMÉNEZ DELGADO, BLANCA ESTHELA JIMÉNEZ DELGADO y NANCY BÁRBARA JIMÉNEZ DELGADO, en su calidad de herederos sustitutos y la primera nombrada además en su carácter de albacea, exhibiendo al efecto las actas de defunción de los autores de la sucesión y dos Testamentos Públicos Abiertos otorgados por los de cujus, contenidos en la escritura pública número 1,889 (mil ochocientos ochenta y nueve) y número 1,888 (mil ochocientos ochenta y ocho), ambas de fecha 6 (seis) de marzo del año 2007 (dos mil siete), otorgadas ante la fe del Licenciado Fernando González Vega, Notario Público Titular de la Notaría Pública número 53 (noventa y tres) quien estuviera en ejercicio en este Municipio, actualmente con ejercicio en el Primer Distrito Registral del Estado y residencia en la ciudad de San Nicolás de los Garza, Nuevo León, en el cual designó como herederos sustitutos a los comparecientes y además como albacea a la compareciente ELSA MARGARITA JIMÉNEZ DELGADO, declarando ante mí los comparecientes, que aceptan la herencia y el cargo de albacea, protestando que en el momento oportuno se procederá a formular los operaciones de inventario y avalúo. Todo lo anterior se hace constar en cumplimiento a los numerales citados y con el fin de que surtan sus efectos legales. Se publicará este aviso por dos ocasiones de diez en diez días en uno de los periódicos de mayor circulación. DOY FE.: [492, 1353, 717, 1840]
- notice-date: Sabinas Hidalgo, Nuevo León, a 21 de mayo de 2026.: [492, 1280, 705, 1290]
- publication-ref: (29 y 8): [1064, 897, 1095, 907]
- signature-line: NOTARIO PÚBLICO TITULAR NÚMERO 72: [41, 884, 218, 894]
- notice-signature: [254, 703, 480, 736]
- notice-title: AVISO NOTARIAL: [804, 555, 880, 566]
- signature-line: JUZGADO QUINTO DE LO FAMILIAR: [1240, 935, 1395, 945]
- publication-ref: (8): [1312, 1203, 1324, 1213]
- notice-title: AVISO NOTARIAL: [804, 308, 880, 319]
- legal-notice: [16, 1406, 242, 1627]
- publication-ref: (29 y 8): [1064, 1319, 1095, 1329]
- signature-line: NOTARIO PÚBLICO TITULAR NÚMERO 83: [753, 1499, 931, 1509]
- legal-notice: [492, 1093, 717, 1336]
- signature-line: LIC. FRANCISCO JAVIER ELIZONDO PINEDA: [746, 508, 938, 518]
- column-3: [486, 72, 724, 2557]
- notice-date: China, Nuevo León, a 21 de mayo de 2026.: [967, 1867, 1139, 1876]
- notice-date: Monterrey, Nuevo León, a 27 de Marzo de 2026.: [16, 1356, 207, 1366]
- notice-title: AVISO NOTARIAL: [566, 684, 643, 695]
- notice-body: Con fecha 28 de abril del 2026 se presentó en esta notaría el Luis Antonio Guerrero Herrera denunciando la Sucesión Testamentaria del señor San Juana Herrera Flores. Exhibiendo la Acta de defunción y el Testamento de la autora de la Sucesión pasado ante la fe de la Lic. Everardo Alanís Guerra, Notario Público Titular Número 96, en el cual nombra herederos y albacea a el compareciente respectivamente. Con fundamento en lo dispuesto en el párrafo final del artículo 882 del Código de Procedimientos Civiles de Nuevo León, se da a conocer por medio de dos publicaciones que se harán de diez días en el periódico EL PORVENIR, que se edita en Monterrey, Nuevo León, que el heredero, acepta la herencia y que va a proceder a formular el inventario de los bienes de la herencia.: [967, 83, 1193, 245]
- legal-notice: [16, 911, 242, 1165]
- notice-body: En fecha 14 catorce de mayo 2026 dos mil veintiséis se admitió a trámite el expediente judicial número 517/2026 relativo al juicio sucesorio de intestado especial a bienes de Juan García Arellano; ordenándose por el auto de radicación la publicación de un edicto por una sola vez en el periódico "El Porvenir" que se edita en la Entidad, mediante el cual se convoca a todas aquellas personas que se estimen con derecho a la masa hereditaria, a fin de que acudan a deducir derechos al local de este juzgado, dentro del término de 10 diez días contado a partir del siguiente al de la publicación edicto ordenado. DOY FE. GUADALUPE, NUEVO LEÓN A 02 DOS DE JUNIO DEL 2026 DOS MIL VEINTISÉIS.: [1204, 1006, 1431, 1146]
- legal-notice: [254, 1677, 480, 1942]
- signature-line: NOTARIO PÚBLICO TITULAR NÚMERO 83: [753, 1262, 931, 1272]
- notice-title: AVISO NOTARIAL: [329, 1225, 405, 1235]
- signature-line: NOTARIO PÚBLICO TITULAR NÚMERO 83: [753, 519, 931, 529]
- legal-notice: [967, 308, 1193, 584]
- publication-ref: (29 y 8): [114, 895, 145, 905]
- signature-line: LIC. FRANCISCO JAVIER ELIZONDO PINEDA: [271, 703, 463, 713]
- notice-title: EDICTO: [1300, 715, 1335, 726]
- publication-ref: (29 y 8): [827, 1520, 858, 1530]
- publication-ref: (29 y 8): [1064, 1599, 1095, 1609]
- legal-notice: [1204, 523, 1431, 710]
- legal-notice: [1204, 72, 1431, 519]
- signature-line: NOTARIO PÚBLICO TITULAR NÚMERO 72: [41, 1380, 218, 1390]
- signature-line: LIC. PERLA AZUCENA JASSO RAMÓN: [523, 1292, 686, 1302]
- signature-line: NOTARÍA PÚBLICA NÚMERO 71.: [60, 615, 199, 625]
- notice-signature: [254, 1629, 480, 1662]
- signature-line: EIPF-771229-LU1: [330, 1198, 404, 1208]
- signature-line: TITULAR DE LA: [95, 604, 164, 614]
- notice-body: En fecha 20 veinte de mayo de 2026 dos mil veintiséis, se admitió en el Juzgado Segundo de lo Familiar del Segundo Distrito Judicial en el Estado, bajo el expediente judicial 502/2026, relativo al juicio sucesorio especial de intestado a bienes Juan Hernández Maldonado, ordenándose la publicación de un edicto por una sola vez en el periódico El Porvenir, que se edita en esta Ciudad, por medio del cual se convoca a todas aquellas personas que se crean con derecho a la herencia a fin de que acudan a deducir sus derechos dentro del término de 10 diez días contados a partir del siguiente a la fecha de la publicación del edicto.: [1204, 1744, 1431, 1873]
- notice-signature: [1204, 1900, 1431, 1943]
